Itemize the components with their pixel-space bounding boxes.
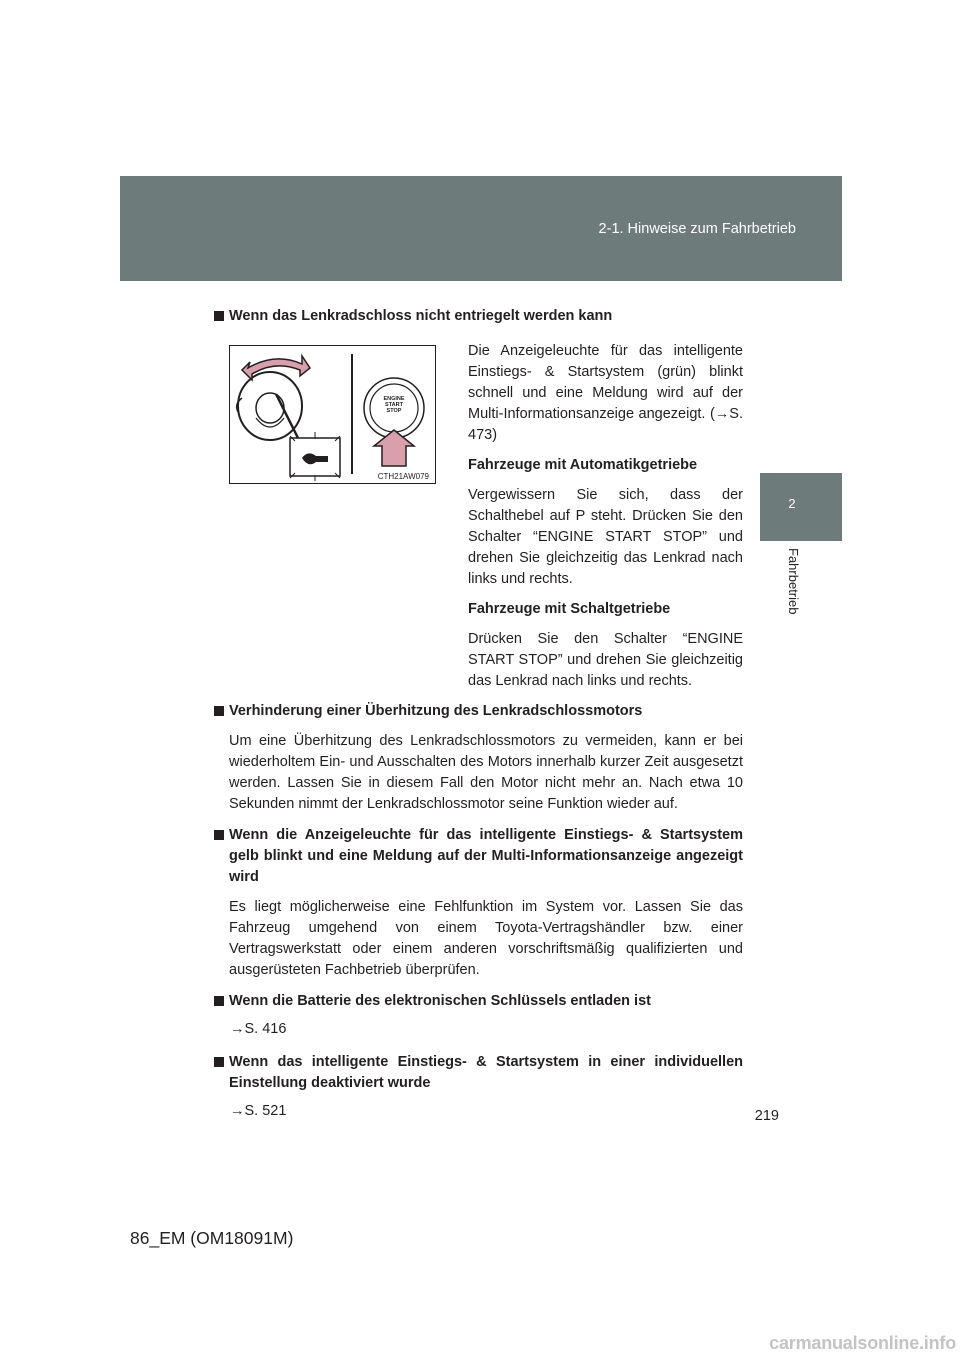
page-reference-link[interactable]: →S. 521 bbox=[230, 1103, 287, 1119]
paragraph: Drücken Sie den Schalter “ENGINE START STOP” und drehen Sie gleichzeitig das Lenkrad nach links und rechts. bbox=[468, 631, 743, 689]
paragraph: Die Anzeigeleuchte für das intelligente Einstiegs- & Startsystem (grün) blinkt schnell und eine Meldung wird auf der Multi-Informationsanzeige angezeigt. (→S. 473) bbox=[468, 343, 743, 443]
chapter-label: Fahrbetrieb bbox=[786, 548, 801, 615]
paragraph: Um eine Überhitzung des Lenkradschlossmotors zu vermeiden, kann er bei wiederholtem Ein- und Ausschalten des Motors innerhalb kurzer Zeit ausgesetzt werden. Lassen Sie in diesem Fall den Motor nicht mehr an. Nach etwa 10 Sekunden nimmt der Lenkradschlossmotor seine Funktion wieder auf. bbox=[229, 733, 743, 812]
bullet-square-icon bbox=[214, 311, 224, 321]
section-1-body bbox=[214, 341, 743, 701]
engine-start-stop-label bbox=[379, 396, 409, 414]
heading-text: Wenn das Lenkradschloss nicht entriegelt werden kann bbox=[229, 308, 613, 324]
button-text-line: ENGINE bbox=[383, 396, 405, 402]
watermark: carmanualsonline.info bbox=[769, 1333, 956, 1353]
bullet-square-icon bbox=[214, 1057, 224, 1067]
button-text-line: STOP bbox=[386, 408, 402, 414]
section-title: 2-1. Hinweise zum Fahrbetrieb bbox=[598, 221, 796, 237]
heading-text: Wenn die Anzeigeleuchte für das intelligente Einstiegs- & Startsystem gelb blinkt und eine Meldung auf der Multi-Informationsanzeige angezeigt wird bbox=[229, 827, 743, 885]
section-heading bbox=[214, 825, 743, 888]
steering-lock-illustration bbox=[229, 345, 436, 484]
bullet-square-icon bbox=[214, 830, 224, 840]
subheading: Fahrzeuge mit Schaltgetriebe bbox=[468, 601, 671, 617]
paragraph: Es liegt möglicherweise eine Fehlfunktion im System vor. Lassen Sie das Fahrzeug umgehend von einem Toyota-Vertragshändler bzw. einer Vertragswerkstatt oder einem anderen vorschriftsmäßig qualifizierten und ausgerüsteten Fachbetrieb überprüfen. bbox=[229, 899, 743, 978]
button-text-line: START bbox=[385, 402, 403, 408]
page-number: 219 bbox=[754, 1108, 779, 1124]
document-id: 86_EM (OM18091M) bbox=[130, 1228, 294, 1248]
steering-wheel-engine-button-diagram bbox=[230, 346, 435, 483]
section-heading bbox=[214, 991, 743, 1012]
heading-text: Wenn das intelligente Einstiegs- & Startsystem in einer individuellen Einstellung deaktiviert wurde bbox=[229, 1054, 743, 1091]
page-reference-link[interactable]: →S. 416 bbox=[230, 1021, 287, 1037]
page-content bbox=[214, 306, 743, 1134]
heading-text: Verhinderung einer Überhitzung des Lenkradschlossmotors bbox=[229, 703, 643, 719]
figure-code: CTH21AW079 bbox=[377, 472, 429, 481]
section-1-text bbox=[468, 341, 743, 701]
subheading: Fahrzeuge mit Automatikgetriebe bbox=[468, 457, 698, 473]
chapter-number: 2 bbox=[788, 496, 796, 511]
bullet-square-icon bbox=[214, 996, 224, 1006]
heading-text: Wenn die Batterie des elektronischen Schlüssels entladen ist bbox=[229, 993, 651, 1009]
paragraph: Vergewissern Sie sich, dass der Schalthebel auf P steht. Drücken Sie den Schalter “ENGINE START STOP” und drehen Sie gleichzeitig das Lenkrad nach links und rechts. bbox=[468, 487, 743, 587]
bullet-square-icon bbox=[214, 706, 224, 716]
section-heading bbox=[214, 701, 743, 722]
section-heading bbox=[214, 1052, 743, 1094]
section-heading bbox=[214, 306, 743, 327]
